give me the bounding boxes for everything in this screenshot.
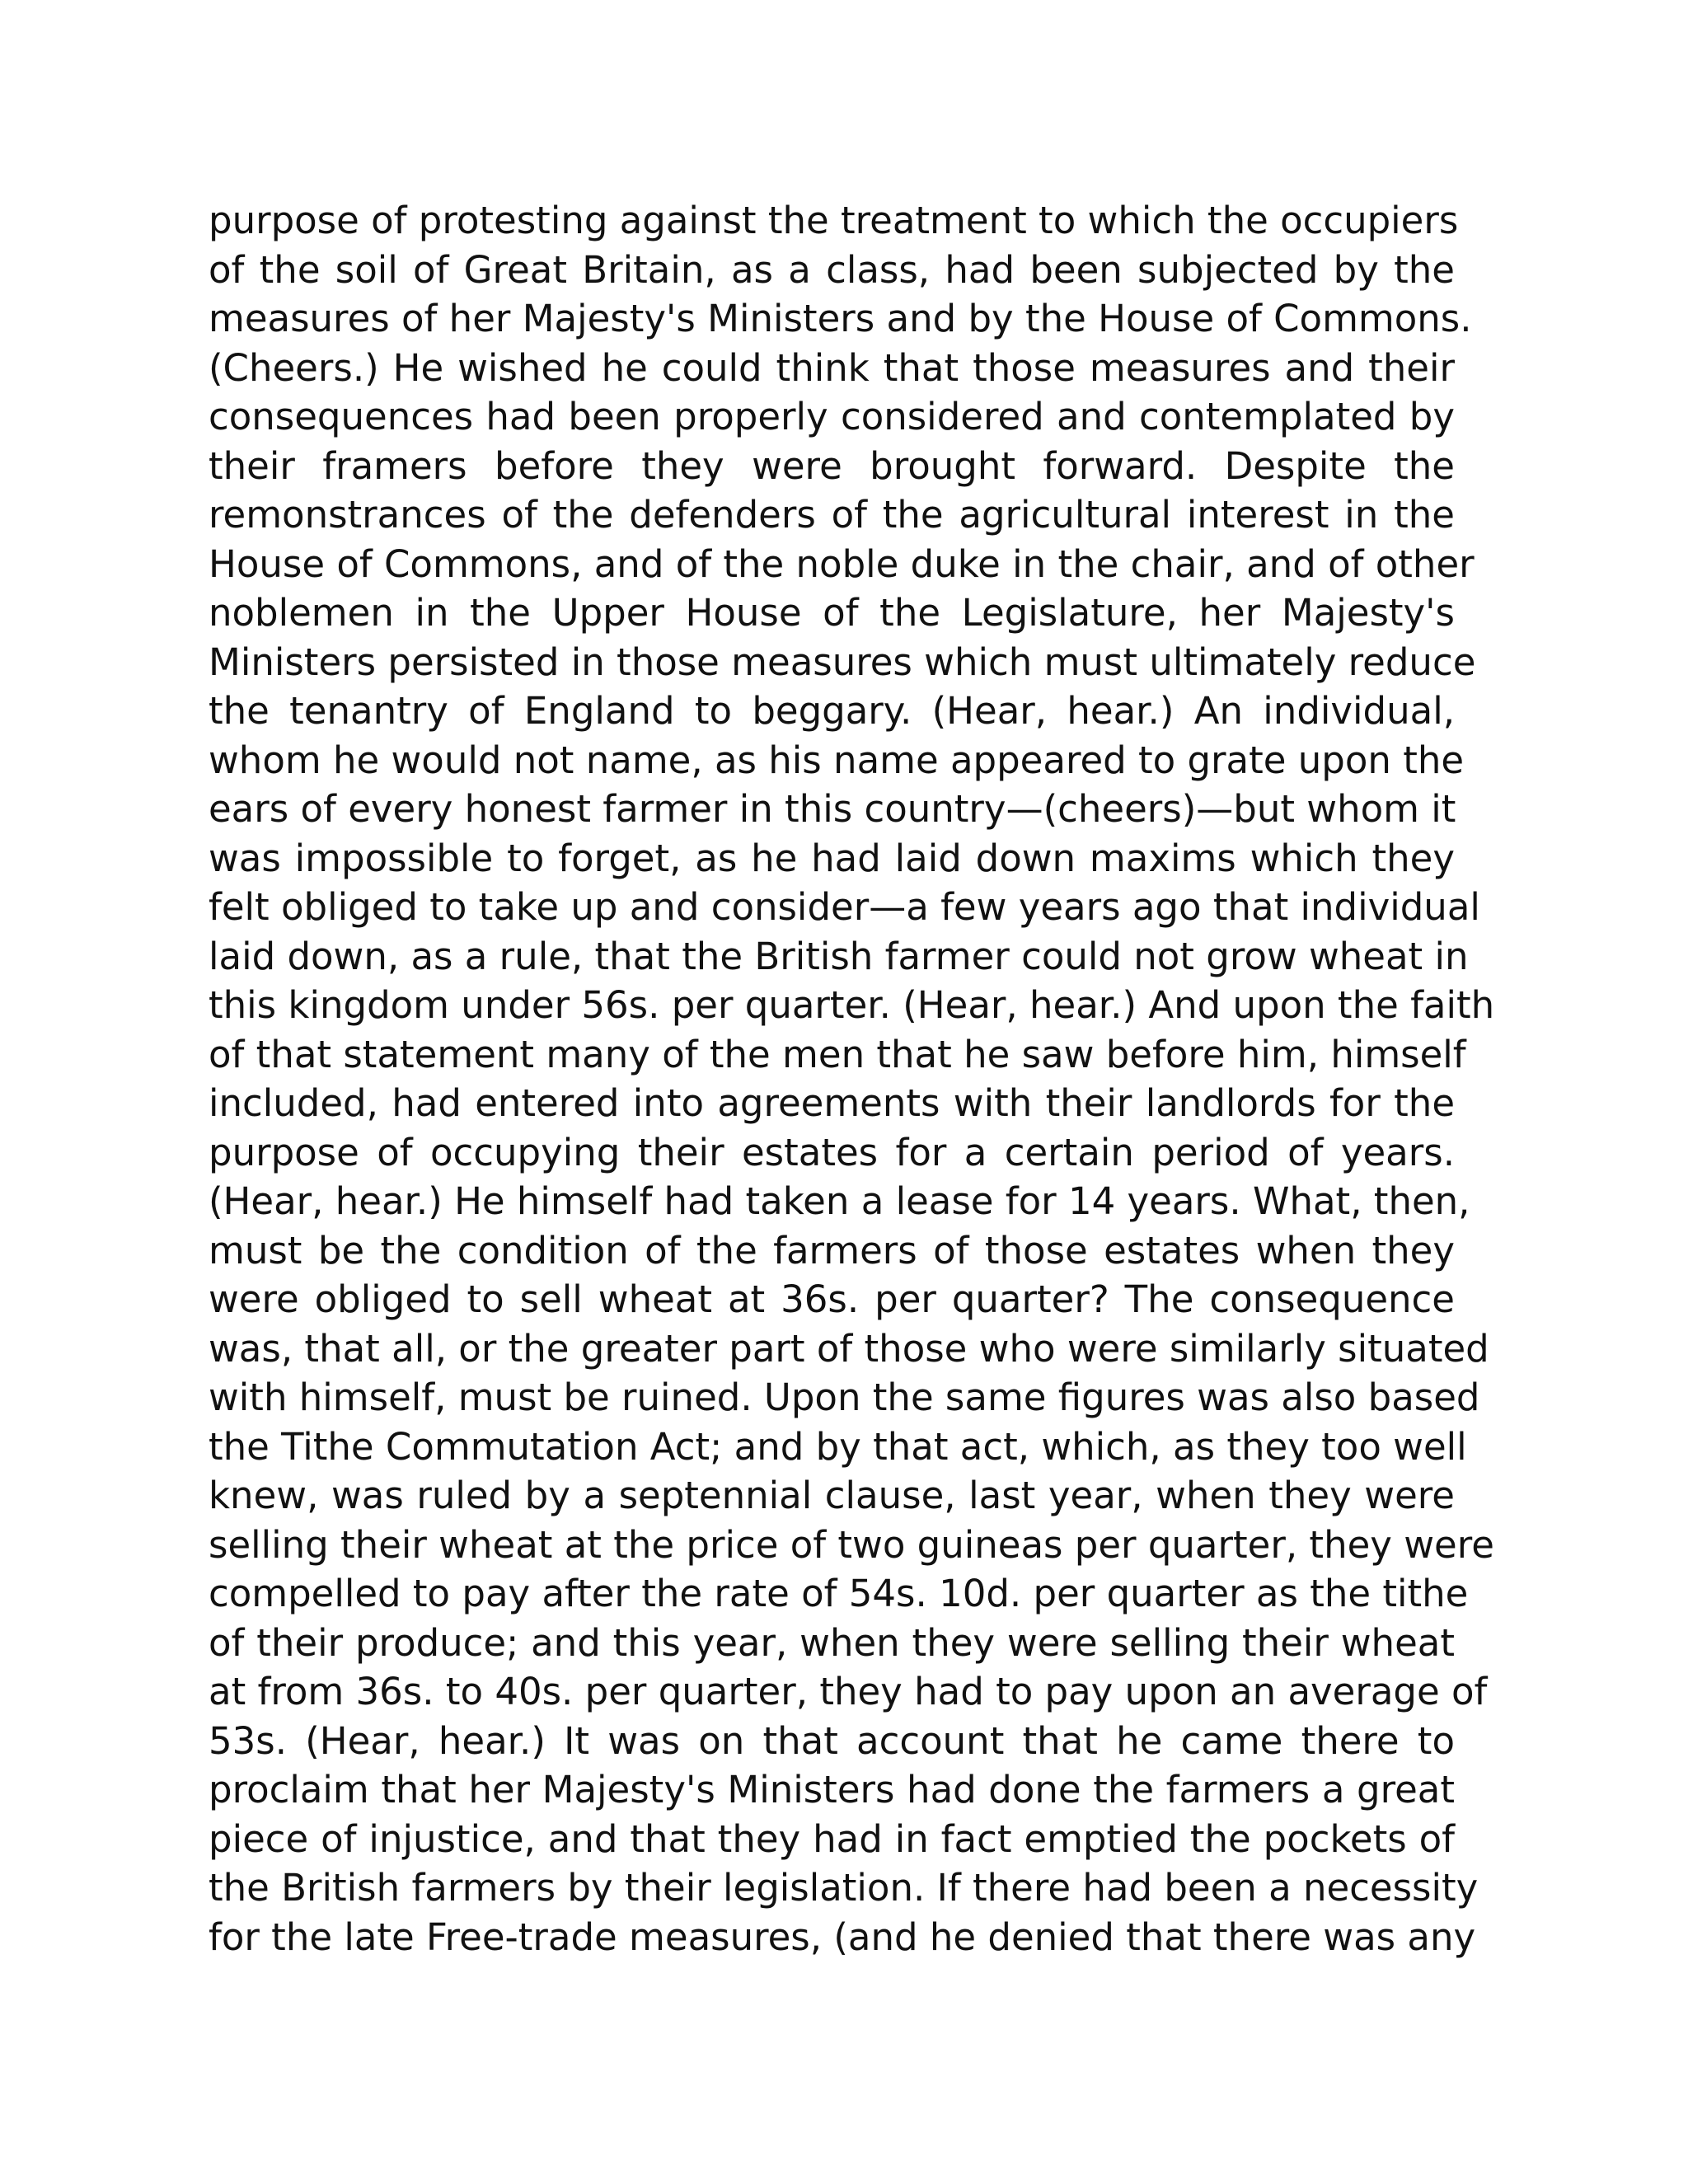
text-line: remonstrances of the defenders of the agricultural interest in the: [209, 493, 1455, 537]
text-line: of their produce; and this year, when they were selling their wheat: [209, 1620, 1455, 1665]
text-line: with himself, must be ruined. Upon the same figures was also based: [209, 1376, 1480, 1419]
text-line: noblemen in the Upper House of the Legislature, her Majesty's: [209, 591, 1455, 635]
text-line: the British farmers by their legislation. If there had been a necessity: [209, 1866, 1479, 1910]
text-line: House of Commons, and of the noble duke in the chair, and of other: [209, 541, 1475, 586]
text-line: included, had entered into agreements with their landlords for the: [209, 1081, 1455, 1125]
text-line: felt obliged to take up and consider—a few years ago that individual: [209, 885, 1480, 929]
text-line: consequences had been properly considered and contemplated by: [209, 395, 1455, 438]
text-line: their framers before they were brought forward. Despite the: [209, 443, 1455, 488]
text-line: the tenantry of England to beggary. (Hear, hear.) An individual,: [209, 689, 1455, 733]
body-text: [209, 196, 1495, 1961]
text-line: Ministers persisted in those measures which must ultimately reduce: [209, 640, 1476, 684]
text-line: this kingdom under 56s. per quarter. (Hear, hear.) And upon the faith: [209, 983, 1495, 1027]
text-line: measures of her Majesty's Ministers and by the House of Commons.: [209, 297, 1472, 340]
text-line: laid down, as a rule, that the British farmer could not grow wheat in: [209, 934, 1469, 978]
text-line: whom he would not name, as his name appeared to grate upon the: [209, 738, 1465, 782]
text-line: was impossible to forget, as he had laid down maxims which they: [209, 836, 1455, 880]
text-line: purpose of occupying their estates for a certain period of years.: [209, 1130, 1455, 1174]
text-line: compelled to pay after the rate of 54s. 10d. per quarter as the tithe: [209, 1572, 1469, 1615]
text-line: must be the condition of the farmers of those estates when they: [209, 1228, 1455, 1272]
text-line: knew, was ruled by a septennial clause, last year, when they were: [209, 1474, 1455, 1517]
text-line: proclaim that her Majesty's Ministers had done the farmers a great: [209, 1768, 1455, 1811]
text-line: (Hear, hear.) He himself had taken a lease for 14 years. What, then,: [209, 1179, 1470, 1223]
text-line: of the soil of Great Britain, as a class, had been subjected by the: [209, 247, 1455, 292]
text-line: the Tithe Commutation Act; and by that act, which, as they too well: [209, 1424, 1467, 1469]
text-line: ears of every honest farmer in this country—(cheers)—but whom it: [209, 787, 1456, 831]
text-line: were obliged to sell wheat at 36s. per quarter? The consequence: [209, 1277, 1455, 1321]
text-line: purpose of protesting against the treatment to which the occupiers: [209, 199, 1459, 242]
text-line: was, that all, or the greater part of those who were similarly situated: [209, 1326, 1489, 1371]
text-line: selling their wheat at the price of two guineas per quarter, they were: [209, 1522, 1494, 1567]
text-line: at from 36s. to 40s. per quarter, they had to pay upon an average of: [209, 1670, 1488, 1713]
text-line: (Cheers.) He wished he could think that those measures and their: [209, 345, 1455, 390]
text-line: of that statement many of the men that he saw before him, himself: [209, 1032, 1466, 1076]
text-line: piece of injustice, and that they had in fact emptied the pockets of: [209, 1816, 1455, 1861]
text-line: 53s. (Hear, hear.) It was on that account that he came there to: [209, 1718, 1455, 1763]
text-line: for the late Free-trade measures, (and he denied that there was any: [209, 1915, 1476, 1959]
